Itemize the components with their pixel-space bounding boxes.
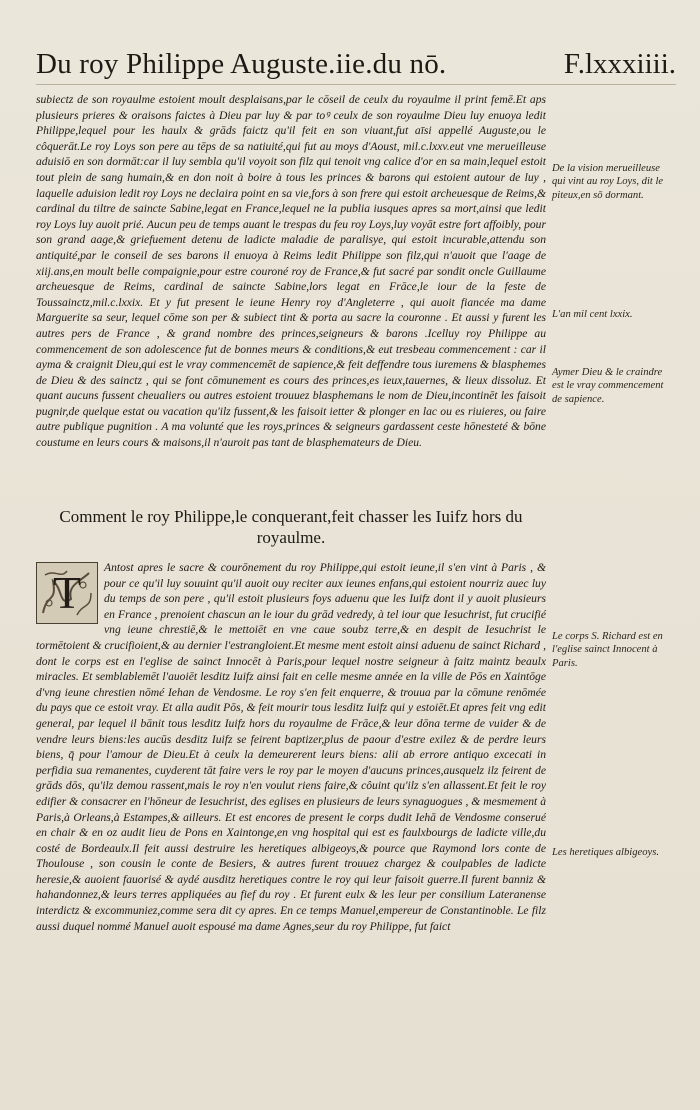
initial-letter: T xyxy=(52,567,82,618)
decorated-initial xyxy=(36,562,98,624)
chapter-title: Comment le roy Philippe,le conquerant,feit chasser les Iuifz hors du royaulme. xyxy=(59,507,523,547)
paragraph-1: subiectz de son royaulme estoient moult desplaisans,par le cōseil de ceulx du royaulme il print femē.Et aps plusieurs prieres & oraisons faictes à Dieu par luy & par toꝰ ceulx de son royaulme Dieu luy enuoya ledit Philippe,lequel pour les haulx & grāds faictz qu'il feit en son viuant,fut aīsi appellé Auguste,ou le côquerāt.Le roy Loys son pere au tēps de sa natiuité,qui fut au moys d'Aoust, mil.c.lxxv.eut vne merueilleuse aduisiō en son dormāt:car il luy sembla qu'il voyoit son filz qui tenoit vng calice d'or en sa main,lequel estoit tout plein de sang humain,& en don noit à boire à tous les princes & barons qui estoient autour de luy , laquelle aduision ledit roy Loys ne declaira point en sa vie,fors à son frere qui estoit archeuesque de Reims,& cardinal du tiltre de saincte Sabine,legat en France,lequel ne la publia iusques apres sa mort,ainsi que ledit roy Loys luy auoit prié. Aucun peu de temps auant le trespas du feu roy Loys,luy voyāt estre fort affoibly, pour son grand aage,& griefuement detenu de ladicte maladie de paralisye, qui estoit incurable,attendu son antiquité,par le conseil de ses barons il enuoya à Reims ledit Philippe son filz,qui n'auoit que l'aage de xiij.ans,en moult belle compaignie,pour estre couroné roy de France,& fut sacré par sondit oncle Guillaume archeuesque de Reims, cardinal de saincte Sabine,lors legat en Frāce,le iour de la feste de Toussainctz,mil.c.lxxix. Et y fut present le ieune Henry roy d'Angleterre , qui auoit fiancée ma dame Marguerite sa seur, lequel cōme son per & subiect tint & porta au sacre la couronne . Et aussi y furent les autres pers de France , & grand nombre des princes,seigneurs & barons .Icelluy roy Philippe au commencement de son adolescence fut de bonnes meurs & conditions,& eut tresbeau commencement : car il ayma & craignit Dieu,qui est le vray commencemēt de sapience,& feit deffendre tous iuremens & blasphemes de Dieu & des sainctz , qui se font cōmunement es cours des princes,es ieux,tauernes, & lieux dissoluz. Et quant aucuns fussent cheualiers ou autres estoient trouuez blasphemans le nom de Dieu,incontinēt les faisoit pugnir,de quelque estat ou vacation qu'ilz fussent,& les faisoit ietter & plonger en lac ou es riuieres, ou faire autre publique pugnition . A ma volunté que les roys,princes & seigneurs gardassent ceste hōnesteté & bōne coustume en leurs cours & maisons,il n'auroit pas tant de blasphemateurs de Dieu. xyxy=(36,93,546,450)
text-block-2 xyxy=(36,560,546,1102)
folio-number: F.lxxxiiii. xyxy=(563,48,676,80)
running-title: Du roy Philippe Auguste.iie.du nō. xyxy=(36,48,447,80)
main-text-column xyxy=(36,92,546,1102)
margin-note-heretiques: Les heretiques albigeoys. xyxy=(552,847,659,858)
running-header xyxy=(36,44,676,85)
margin-note-richard: Le corps S. Richard est en l'eglise sainct Innocent à Paris. xyxy=(552,631,663,669)
margin-note-aymer: Aymer Dieu & le craindre est le vray commencement de sapience. xyxy=(552,367,664,405)
text-block-1 xyxy=(36,92,546,490)
margin-note-year: L'an mil cent lxxix. xyxy=(552,309,633,320)
paragraph-2: Antost apres le sacre & courōnement du roy Philippe,qui estoit ieune,il s'en vint à Paris , & pour ce qu'il luy souuint qu'il auoit ouy reciter aux ieunes enfans,qui estoient nourriz auec luy du temps de son pere , qu'il estoit plusieurs foys aduenu que les Iuifz dont il y auoit plusieurs en France , prenoient chascun an le iour du grād vedredy, à tel iour que Iesuchrist, fut crucifié vng ieune chrestiē,& le mettoiēt en vne caue soubz terre,& en despit de Iesuchrist le tormētoient & crucifioient,& au dernier l'estrangloient.Et mesme ment estoit ainsi aduenu de sainct Richard , dont le corps est en l'eglise de sainct Innocēt à Paris,pour lequel nostre seigneur à faitz maintz beaulx miracles. Et semblablemēt l'auoiēt lesditz Iuifz ainsi fait en celle mesme année en la ville de Pōs en Xaintōge d'vng ieune chrestien nōmé Iehan de Vendosme. Le roy s'en feit enquerre, & trouua par la cōmune renōmée du pays que ce estoit vray. Et alla audit Pōs, & feit mourir tous lesditz Iuifz qui y estoiēt.Et apres feit vng edit general, par lequel il bānit tous lesditz Iuifz hors du royaulme de Frāce,& leur dōna terme de vuider & de vendre leurs biens:les aucūs desditz Iuifz se feirent baptizer,plus de paour d'estre exilez & de perdre leurs biens, q̄ pour l'amour de Dieu.Et à ceulx la demeurerent leurs biens: alii ab errore antiquo excecati in perfidia sua remanentes, cuyderent tāt faire vers le roy par le moyen d'aucuns princes,ausquelz ilz feirent de grāds dōs, qu'ilz demou rassent,mais le roy n'en voulut riens faire,& côuint qu'ilz s'en allassent.Et feit le roy edifier & consacrer en l'hōneur de Iesuchrist, des eglises en plusieurs de leurs synaguogues , & mesmement à Paris,à Orleans,à Estampes,& ailleurs. Et est encores de present le corps dudit Iehā de Vendosme conserué en chair & en oz audit lieu de Pons en Xaintonge,en vng hospital qui est es faulxbourgs de ladicte ville,du costé de Bordeaulx.Il feit aussi destruire les heretiques albigeoys,& pource que Raymond lors conte de Thoulouse , son cousin le conte de Besiers, & autres furent trouuez chargez & coulpables de ladicte heresie,& auoient fauorisé & aydé ausditz heretiques contre le roy qui leur faisoit guerre.Il furent banniz & hahandonnez,& leurs terres appliquées au fief du roy . Et furent eulx & les leur per consilium Lateranense interdictz & excommuniez,comme sera dit cy apres. En ce temps Manuel,empereur de Constantinoble. Le filz aussi duquel nommé Manuel auoit espousé ma dame Agnes,seur du roy Philippe, fut faict xyxy=(36,561,546,933)
margin-note-vision: De la vision merueilleuse qui vint au roy Loys, dit le piteux,en sō dormant. xyxy=(552,163,664,201)
